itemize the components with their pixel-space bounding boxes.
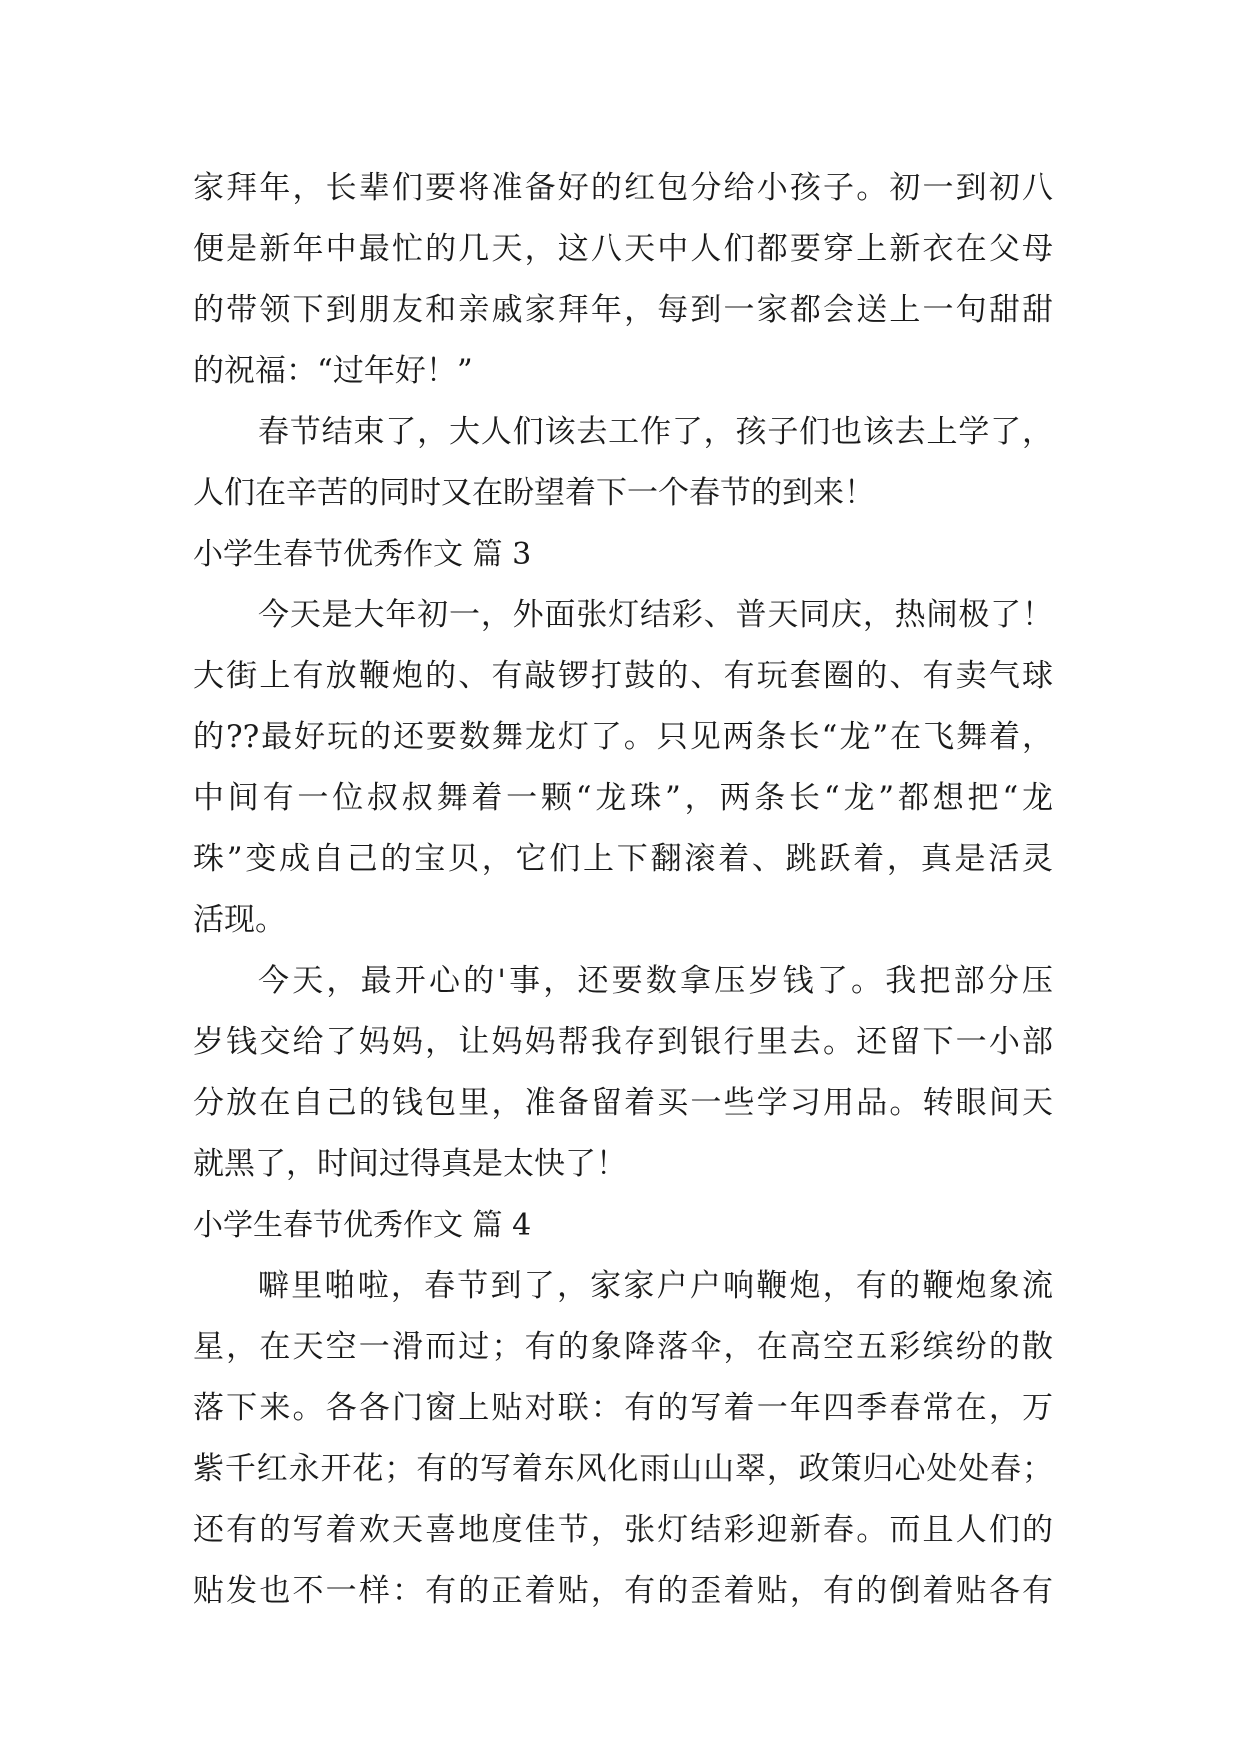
text-line: 紫千红永开花；有的写着东风化雨山山翠，政策归心处处春；	[193, 1451, 1053, 1487]
text-line: 春节结束了，大人们该去工作了，孩子们也该去上学了，	[258, 414, 1053, 450]
text-line: 大街上有放鞭炮的、有敲锣打鼓的、有玩套圈的、有卖气球	[193, 658, 1053, 694]
text-line: 的带领下到朋友和亲戚家拜年，每到一家都会送上一句甜甜	[193, 292, 1053, 328]
text-line: 贴发也不一样：有的正着贴，有的歪着贴，有的倒着贴各有	[193, 1573, 1053, 1609]
text-line: 就黑了，时间过得真是太快了！	[193, 1146, 627, 1182]
text-line: 的祝福：“过年好！”	[193, 353, 473, 389]
text-line: 还有的写着欢天喜地度佳节，张灯结彩迎新春。而且人们的	[193, 1512, 1053, 1548]
text-line: 活现。	[193, 902, 286, 938]
text-line: 今天是大年初一，外面张灯结彩、普天同庆，热闹极了！	[258, 597, 1053, 633]
section-heading: 小学生春节优秀作文 篇 4	[193, 1208, 532, 1243]
text-line: 中间有一位叔叔舞着一颗“龙珠”，两条长“龙”都想把“龙	[193, 780, 1053, 816]
text-line: 的??最好玩的还要数舞龙灯了。只见两条长“龙”在飞舞着，	[193, 719, 1053, 755]
text-line: 落下来。各各门窗上贴对联：有的写着一年四季春常在，万	[193, 1390, 1053, 1426]
page-content	[193, 158, 1053, 1622]
text-line: 人们在辛苦的同时又在盼望着下一个春节的到来！	[193, 475, 875, 511]
section-heading: 小学生春节优秀作文 篇 3	[193, 537, 532, 572]
text-line: 分放在自己的钱包里，准备留着买一些学习用品。转眼间天	[193, 1085, 1053, 1121]
text-line: 今天，最开心的'事，还要数拿压岁钱了。我把部分压	[258, 963, 1053, 999]
text-line: 岁钱交给了妈妈，让妈妈帮我存到银行里去。还留下一小部	[193, 1024, 1053, 1060]
text-line: 珠”变成自己的宝贝，它们上下翻滚着、跳跃着，真是活灵	[193, 841, 1053, 877]
text-line: 家拜年，长辈们要将准备好的红包分给小孩子。初一到初八	[193, 170, 1053, 206]
text-line: 噼里啪啦，春节到了，家家户户响鞭炮，有的鞭炮象流	[258, 1268, 1053, 1304]
text-line: 便是新年中最忙的几天，这八天中人们都要穿上新衣在父母	[193, 231, 1053, 267]
text-line: 星，在天空一滑而过；有的象降落伞，在高空五彩缤纷的散	[193, 1329, 1053, 1365]
